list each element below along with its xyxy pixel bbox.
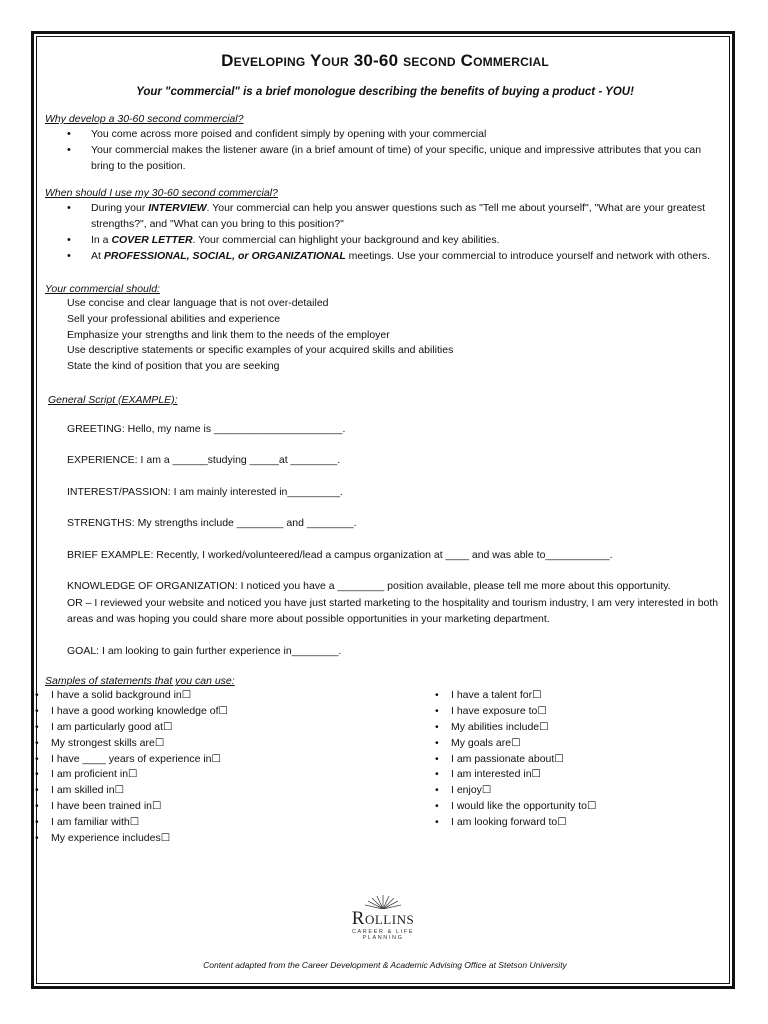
why-list: [45, 126, 725, 174]
script-strengths: STRENGTHS: My strengths include ________ and ________.: [67, 517, 357, 530]
when-item-meetings: [89, 248, 725, 264]
script-greeting: GREETING: Hello, my name is ______________________.: [67, 422, 346, 435]
when-item-emphasis: INTERVIEW: [148, 202, 207, 214]
sample-item: • My goals are☐: [451, 736, 723, 752]
logo-subtitle: CAREER & LIFE: [351, 929, 415, 935]
sample-item: • I have a talent for☐: [451, 688, 723, 704]
sample-item: • I am passionate about☐: [451, 752, 723, 768]
when-item-text: . Your commercial can highlight your background and key abilities.: [192, 234, 500, 246]
sample-item: • I have exposure to☐: [451, 704, 723, 720]
should-item: Use descriptive statements or specific examples of your acquired skills and abilities: [67, 344, 454, 357]
when-list: [45, 200, 725, 264]
page-title: Developing Your 30-60 second Commercial: [221, 51, 549, 70]
script-interest: INTEREST/PASSION: I am mainly interested in_________.: [67, 485, 343, 498]
script-experience: EXPERIENCE: I am a ______studying _____at ________.: [67, 454, 341, 467]
when-item-text: . Your commercial can help you answer questions such as "Tell me about yourself", "What are your greatest strengths?", and "What can you bring to this position?": [91, 202, 706, 230]
logo-subtitle: PLANNING: [362, 935, 404, 941]
logo-wordmark: Rollins: [351, 908, 415, 929]
section-should: [45, 282, 725, 375]
sample-item: • My experience includes☐: [51, 831, 433, 847]
script-knowledge: KNOWLEDGE OF ORGANIZATION: I noticed you have a ________ position available, please tell me more about this opportunity.: [67, 580, 671, 593]
samples-right-column: [433, 688, 723, 846]
script-goal: GOAL: I am looking to gain further experience in________.: [67, 644, 342, 657]
sample-item: • I enjoy☐: [451, 783, 723, 799]
why-item: • Your commercial makes the listener aware (in a brief amount of time) of your specific, unique and impressive attributes that you can bring to the position.: [89, 142, 725, 174]
sample-item: • I am interested in☐: [451, 767, 723, 783]
samples-left-column: [45, 688, 433, 846]
page-subtitle: Your "commercial" is a brief monologue describing the benefits of buying a product - YOU!: [136, 86, 634, 98]
section-samples-heading: Samples of statements that you can use:: [45, 675, 235, 688]
when-item-text: At: [91, 250, 104, 262]
sample-item: • I am looking forward to☐: [451, 815, 723, 831]
section-why: [45, 112, 725, 174]
samples-columns: [45, 688, 725, 846]
when-item-text: In a: [91, 234, 112, 246]
script-example: BRIEF EXAMPLE: Recently, I worked/volunteered/lead a campus organization at ____ and was able to___________.: [67, 548, 613, 561]
sample-item: • I am proficient in☐: [51, 767, 433, 783]
samples-right-list: [433, 688, 723, 830]
document-content: [45, 50, 725, 846]
sample-item: • I am particularly good at☐: [51, 720, 433, 736]
sample-item: • My strongest skills are☐: [51, 736, 433, 752]
section-when-heading: When should I use my 30-60 second commercial?: [45, 187, 278, 199]
when-item-text: meetings. Use your commercial to introduce yourself and network with others.: [345, 250, 710, 262]
when-item-interview: [89, 200, 725, 232]
section-why-heading: Why develop a 30-60 second commercial?: [45, 113, 244, 125]
should-item: State the kind of position that you are seeking: [67, 360, 280, 373]
samples-left-list: [33, 688, 433, 846]
should-item: Emphasize your strengths and link them to the needs of the employer: [67, 328, 390, 341]
when-item-cover-letter: [89, 232, 725, 248]
sample-item: • I have a good working knowledge of☐: [51, 704, 433, 720]
when-item-emphasis: COVER LETTER: [111, 234, 193, 246]
when-item-emphasis: PROFESSIONAL, SOCIAL, or ORGANIZATIONAL: [103, 250, 346, 262]
sample-item: • I am familiar with☐: [51, 815, 433, 831]
should-item: Sell your professional abilities and experience: [67, 312, 281, 325]
section-should-heading: Your commercial should:: [45, 283, 160, 295]
why-item: • You come across more poised and confident simply by opening with your commercial: [89, 126, 725, 142]
sample-item: • I would like the opportunity to☐: [451, 799, 723, 815]
sample-item: • My abilities include☐: [451, 720, 723, 736]
sample-item: • I have ____ years of experience in☐: [51, 752, 433, 768]
sample-item: • I have a solid background in☐: [51, 688, 433, 704]
footer-credit: Content adapted from the Career Development & Academic Advising Office at Stetson University: [203, 960, 567, 970]
sample-item: • I have been trained in☐: [51, 799, 433, 815]
script-block: [45, 421, 725, 660]
should-list: [45, 296, 725, 375]
rollins-logo: [333, 893, 433, 945]
section-samples: [45, 674, 725, 846]
should-item: Use concise and clear language that is not over-detailed: [67, 297, 329, 309]
section-script-heading: General Script (EXAMPLE):: [48, 393, 178, 406]
section-script: [45, 393, 725, 660]
section-when: [45, 186, 725, 264]
sample-item: • I am skilled in☐: [51, 783, 433, 799]
when-item-text: During your: [91, 202, 149, 214]
sunburst-icon: [363, 893, 403, 909]
script-knowledge-alt: OR – I reviewed your website and noticed you have just started marketing to the hospitality and tourism industry, I am very interested in both areas and was hoping you could share more about possible opportunities in your marketing department.: [67, 596, 719, 626]
